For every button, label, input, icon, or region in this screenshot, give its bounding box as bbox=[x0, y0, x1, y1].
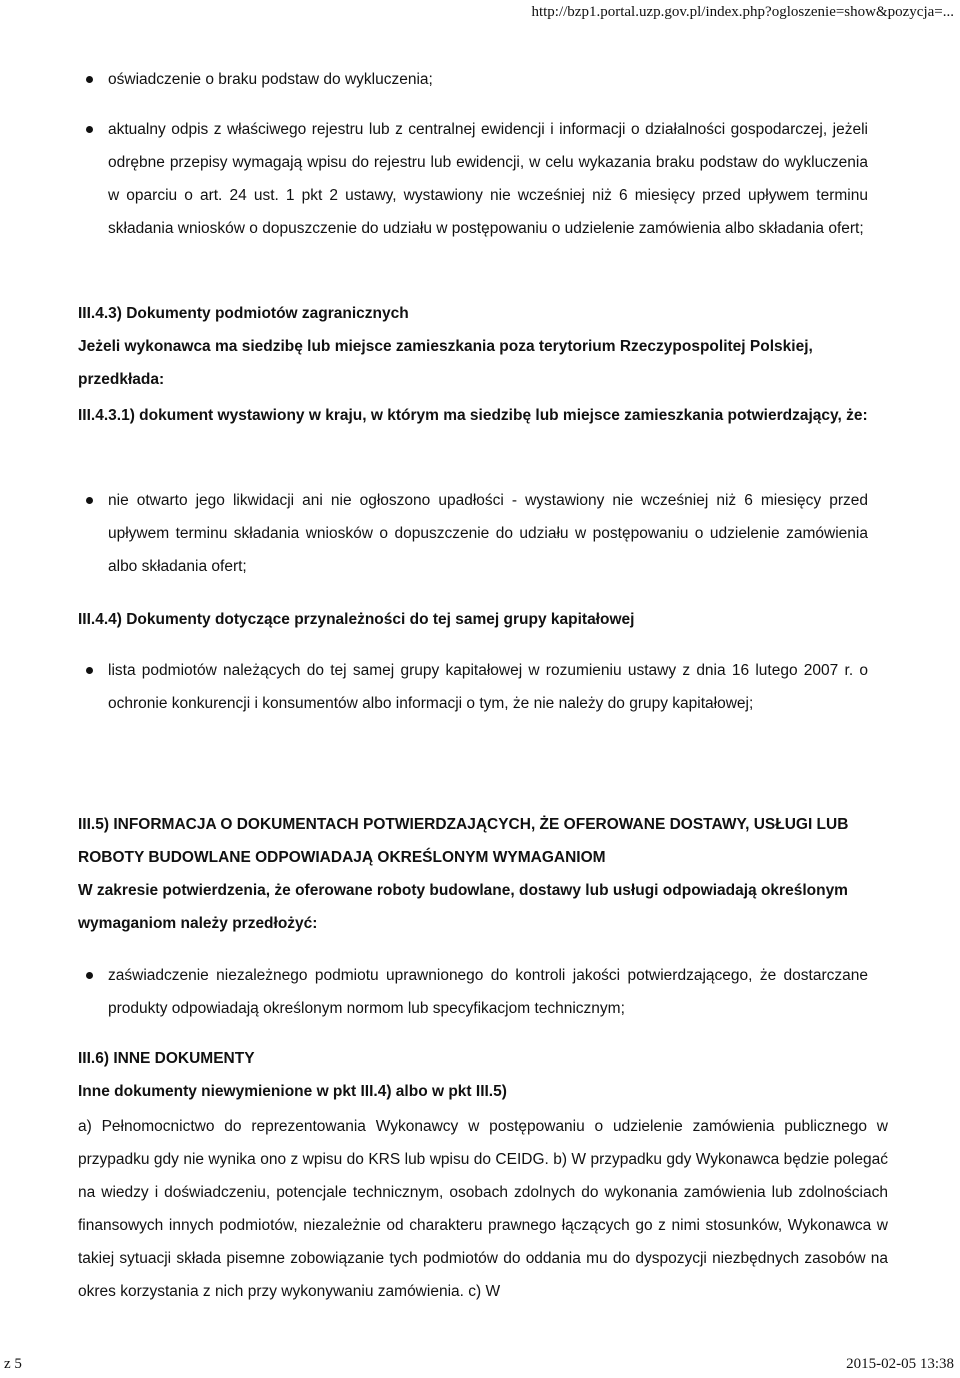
section-344-heading: III.4.4) Dokumenty dotyczące przynależności do tej samej grupy kapitałowej bbox=[78, 611, 635, 628]
section-344-list bbox=[0, 654, 960, 720]
page-count: z 5 bbox=[4, 1356, 22, 1372]
section-heading: III.6) INNE DOKUMENTY bbox=[78, 1050, 255, 1067]
list-item: zaświadczenie niezależnego podmiotu uprawnionego do kontroli jakości potwierdzającego, że dostarczane produkty odpowiadają określonym normom lub specyfikacjom technicznym; bbox=[0, 959, 960, 1025]
section-heading: III.4.3) Dokumenty podmiotów zagranicznych bbox=[78, 305, 409, 322]
documents-list-2 bbox=[0, 113, 960, 245]
browser-url-header: http://bzp1.portal.uzp.gov.pl/index.php?ogloszenie=show&pozycja=... bbox=[531, 4, 954, 20]
section-36-text: a) Pełnomocnictwo do reprezentowania Wykonawcy w postępowaniu o udzielenie zamówienia publicznego w przypadku gdy nie wynika ono z wpisu do KRS lub wpisu do CEIDG. b) W przypadku gdy Wykonawca będzie polegać na wiedzy i doświadczeniu, potencjale technicznym, osobach zdolnych do wykonania zamówienia lub zdolnościach finansowych innych podmiotów, niezależnie od charakteru prawnego łączących go z nimi stosunków, Wykonawca w takiej sytuacji składa pisemne zobowiązanie tych podmiotów do oddania mu do dyspozycji niezbędnych zasobów na okres korzystania z nich przy wykonywaniu zamówienia. c) W bbox=[78, 1118, 888, 1300]
section-subheading: W zakresie potwierdzenia, że oferowane roboty budowlane, dostawy lub usługi odpowiadają określonym wymaganiom należy przedłożyć: bbox=[78, 882, 848, 932]
section-subheading: Jeżeli wykonawca ma siedzibę lub miejsce zamieszkania poza terytorium Rzeczypospolitej Polskiej, przedkłada: bbox=[78, 338, 813, 388]
print-datetime: 2015-02-05 13:38 bbox=[846, 1356, 954, 1372]
section-heading: III.5) INFORMACJA O DOKUMENTACH POTWIERDZAJĄCYCH, ŻE OFEROWANE DOSTAWY, USŁUGI LUB ROBOTY BUDOWLANE ODPOWIADAJĄ OKREŚLONYM WYMAGANIOM bbox=[78, 816, 849, 866]
list-item: oświadczenie o braku podstaw do wykluczenia; bbox=[0, 63, 960, 96]
section-343 bbox=[78, 297, 888, 396]
section-3431-list bbox=[0, 484, 960, 583]
section-35 bbox=[78, 808, 888, 940]
section-36-headings bbox=[78, 1042, 888, 1108]
list-item: nie otwarto jego likwidacji ani nie ogłoszono upadłości - wystawiony nie wcześniej niż 6 miesięcy przed upływem terminu składania wniosków o dopuszczenie do udziału w postępowaniu o udzielenie zamówienia albo składania ofert; bbox=[0, 484, 960, 583]
section-subheading: Inne dokumenty niewymienione w pkt III.4) albo w pkt III.5) bbox=[78, 1083, 507, 1100]
section-3431-heading: III.4.3.1) dokument wystawiony w kraju, w którym ma siedzibę lub miejsce zamieszkania potwierdzający, że: bbox=[78, 407, 868, 424]
list-item: aktualny odpis z właściwego rejestru lub z centralnej ewidencji i informacji o działalności gospodarczej, jeżeli odrębne przepisy wymagają wpisu do rejestru lub ewidencji, w celu wykazania braku podstaw do wykluczenia w oparciu o art. 24 ust. 1 pkt 2 ustawy, wystawiony nie wcześniej niż 6 miesięcy przed upływem terminu składania wniosków o dopuszczenie do udziału w postępowaniu o udzielenie zamówienia albo składania ofert; bbox=[0, 113, 960, 245]
list-item: lista podmiotów należących do tej samej grupy kapitałowej w rozumieniu ustawy z dnia 16 lutego 2007 r. o ochronie konkurencji i konsumentów albo informacji o tym, że nie należy do grupy kapitałowej; bbox=[0, 654, 960, 720]
section-35-list bbox=[0, 959, 960, 1025]
documents-list-1 bbox=[0, 63, 960, 96]
